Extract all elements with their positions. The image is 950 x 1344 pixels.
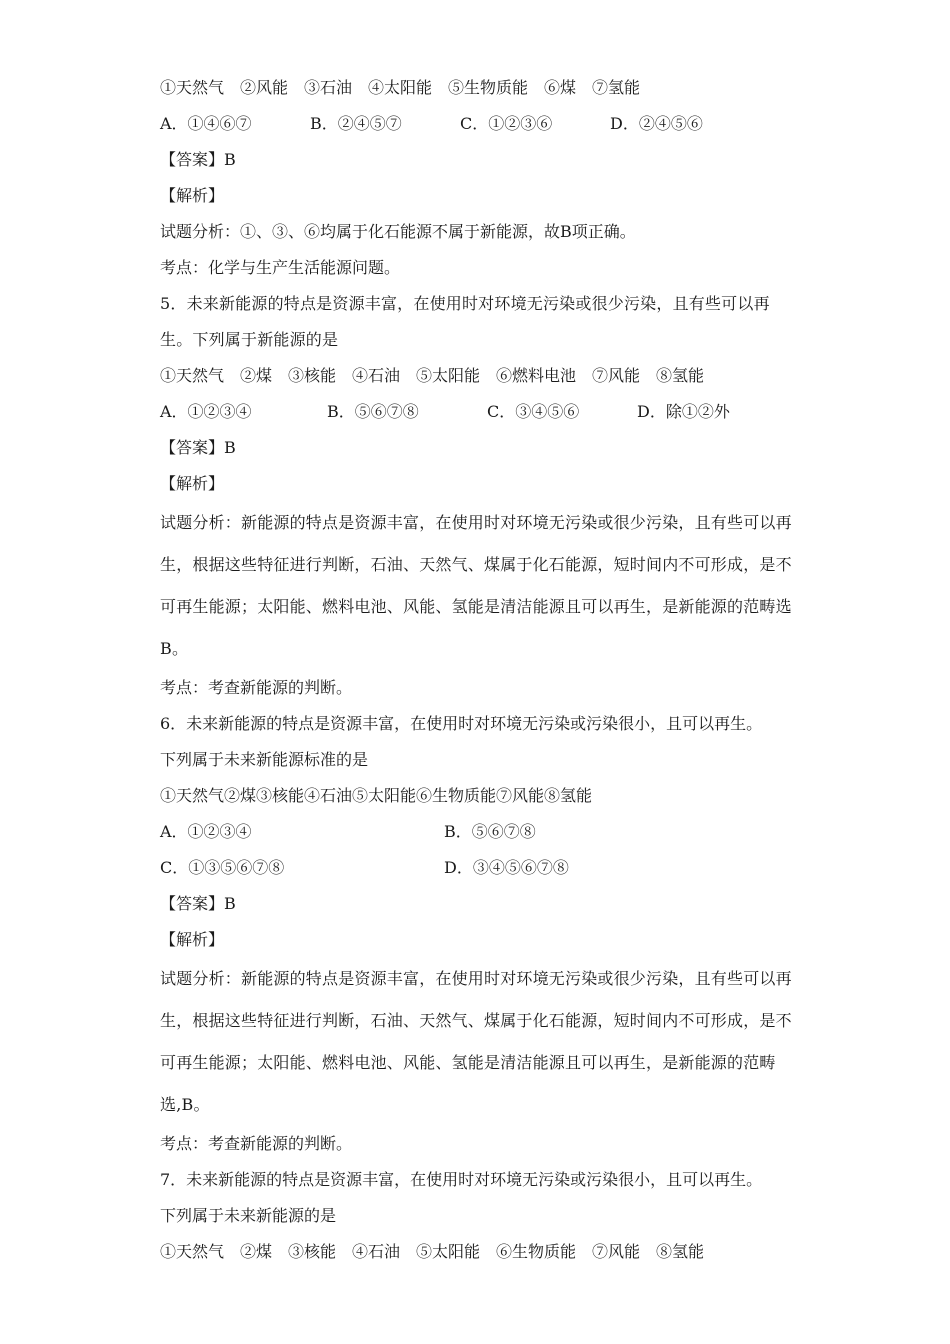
q6-point: 考点：考查新能源的判断。: [160, 1134, 353, 1153]
q5-analysis: 试题分析：新能源的特点是资源丰富，在使用时对环境无污染或很少污染，且有些可以再生，根据这些特征进行判断，石油、天然气、煤属于化石能源，短时间内不可形成，是不可再生能源；太阳能、燃料电池、风能、氢能是清洁能源且可以再生，是新能源的范畴选B。: [160, 513, 792, 658]
q4-options: [160, 106, 800, 142]
q4-analysis-label: 【解析】: [160, 186, 225, 205]
q4-analysis: 试题分析：①、③、⑥均属于化石能源不属于新能源，故B项正确。: [160, 222, 636, 241]
q5-option-b: B．⑤⑥⑦⑧: [327, 402, 419, 421]
q5-option-c: C．③④⑤⑥: [487, 402, 580, 421]
q7-stem-line1: 7．未来新能源的特点是资源丰富，在使用时对环境无污染或污染很小，且可以再生。: [160, 1170, 763, 1189]
q4-option-a: A．①④⑥⑦: [160, 114, 252, 133]
q6-option-c: C．①③⑤⑥⑦⑧: [160, 858, 285, 877]
q6-analysis: 试题分析：新能源的特点是资源丰富，在使用时对环境无污染或很少污染，且有些可以再生，根据这些特征进行判断，石油、天然气、煤属于化石能源，短时间内不可形成，是不可再生能源；太阳能、燃料电池、风能、氢能是清洁能源且可以再生，是新能源的范畴选,B。: [160, 969, 792, 1114]
document-page: [160, 70, 800, 1270]
q5-options: [160, 394, 800, 430]
q6-stem-line1: 6．未来新能源的特点是资源丰富，在使用时对环境无污染或污染很小，且可以再生。: [160, 714, 763, 733]
q5-stem: 5．未来新能源的特点是资源丰富，在使用时对环境无污染或很少污染，且有些可以再生。下列属于新能源的是: [160, 294, 770, 349]
q6-answer: 【答案】B: [160, 894, 236, 913]
q6-stem-line2: 下列属于未来新能源标准的是: [160, 750, 369, 769]
q6-analysis-label: 【解析】: [160, 930, 225, 949]
q5-point: 考点：考查新能源的判断。: [160, 678, 353, 697]
q5-items: ①天然气 ②煤 ③核能 ④石油 ⑤太阳能 ⑥燃料电池 ⑦风能 ⑧氢能: [160, 366, 705, 385]
q5-answer: 【答案】B: [160, 438, 236, 457]
q5-option-a: A．①②③④: [160, 402, 252, 421]
q4-answer: 【答案】B: [160, 150, 236, 169]
q6-options-row2: [160, 850, 800, 886]
q5-option-d: D．除①②外: [637, 402, 730, 421]
q4-items: ①天然气 ②风能 ③石油 ④太阳能 ⑤生物质能 ⑥煤 ⑦氢能: [160, 78, 641, 97]
q4-option-c: C．①②③⑥: [460, 114, 553, 133]
q6-items: ①天然气②煤③核能④石油⑤太阳能⑥生物质能⑦风能⑧氢能: [160, 786, 593, 805]
q6-option-b: B．⑤⑥⑦⑧: [444, 822, 536, 841]
q6-option-d: D．③④⑤⑥⑦⑧: [444, 858, 569, 877]
q4-option-d: D．②④⑤⑥: [610, 114, 703, 133]
q4-option-b: B．②④⑤⑦: [310, 114, 402, 133]
q6-option-a: A．①②③④: [160, 822, 252, 841]
q5-analysis-label: 【解析】: [160, 474, 225, 493]
q4-point: 考点：化学与生产生活能源问题。: [160, 258, 401, 277]
q7-items: ①天然气 ②煤 ③核能 ④石油 ⑤太阳能 ⑥生物质能 ⑦风能 ⑧氢能: [160, 1242, 705, 1261]
q6-options-row1: [160, 814, 800, 850]
q7-stem-line2: 下列属于未来新能源的是: [160, 1206, 337, 1225]
